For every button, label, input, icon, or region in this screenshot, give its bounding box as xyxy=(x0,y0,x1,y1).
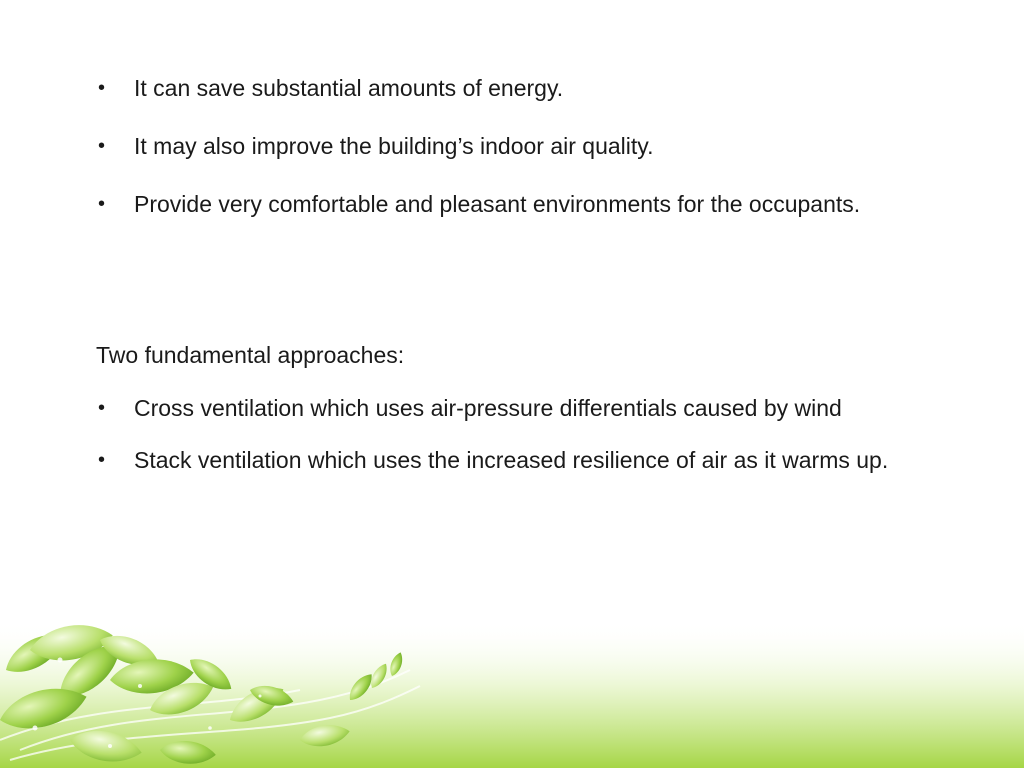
spacer xyxy=(96,236,944,332)
bullet-icon: • xyxy=(98,397,106,419)
list-item xyxy=(96,382,944,434)
list-item-text: Cross ventilation which uses air-pressure differentials caused by wind xyxy=(134,395,842,421)
benefits-list xyxy=(96,62,944,230)
slide-content xyxy=(96,62,944,486)
list-item xyxy=(96,434,944,486)
list-item-text: Provide very comfortable and pleasant environments for the occupants. xyxy=(134,191,861,217)
list-item xyxy=(96,62,944,114)
approaches-list xyxy=(96,382,944,486)
leaf-decoration xyxy=(0,600,1024,768)
list-item-text: It may also improve the building’s indoor air quality. xyxy=(134,133,654,159)
list-item-text: It can save substantial amounts of energy. xyxy=(134,75,564,101)
bullet-icon: • xyxy=(98,135,106,157)
list-item xyxy=(96,178,944,230)
bullet-icon: • xyxy=(98,193,106,215)
bullet-icon: • xyxy=(98,77,106,99)
list-item-text: Stack ventilation which uses the increased resilience of air as it warms up. xyxy=(134,447,889,473)
list-item xyxy=(96,120,944,172)
bullet-icon: • xyxy=(98,449,106,471)
section-heading: Two fundamental approaches: xyxy=(96,342,405,368)
green-band xyxy=(0,620,1024,768)
